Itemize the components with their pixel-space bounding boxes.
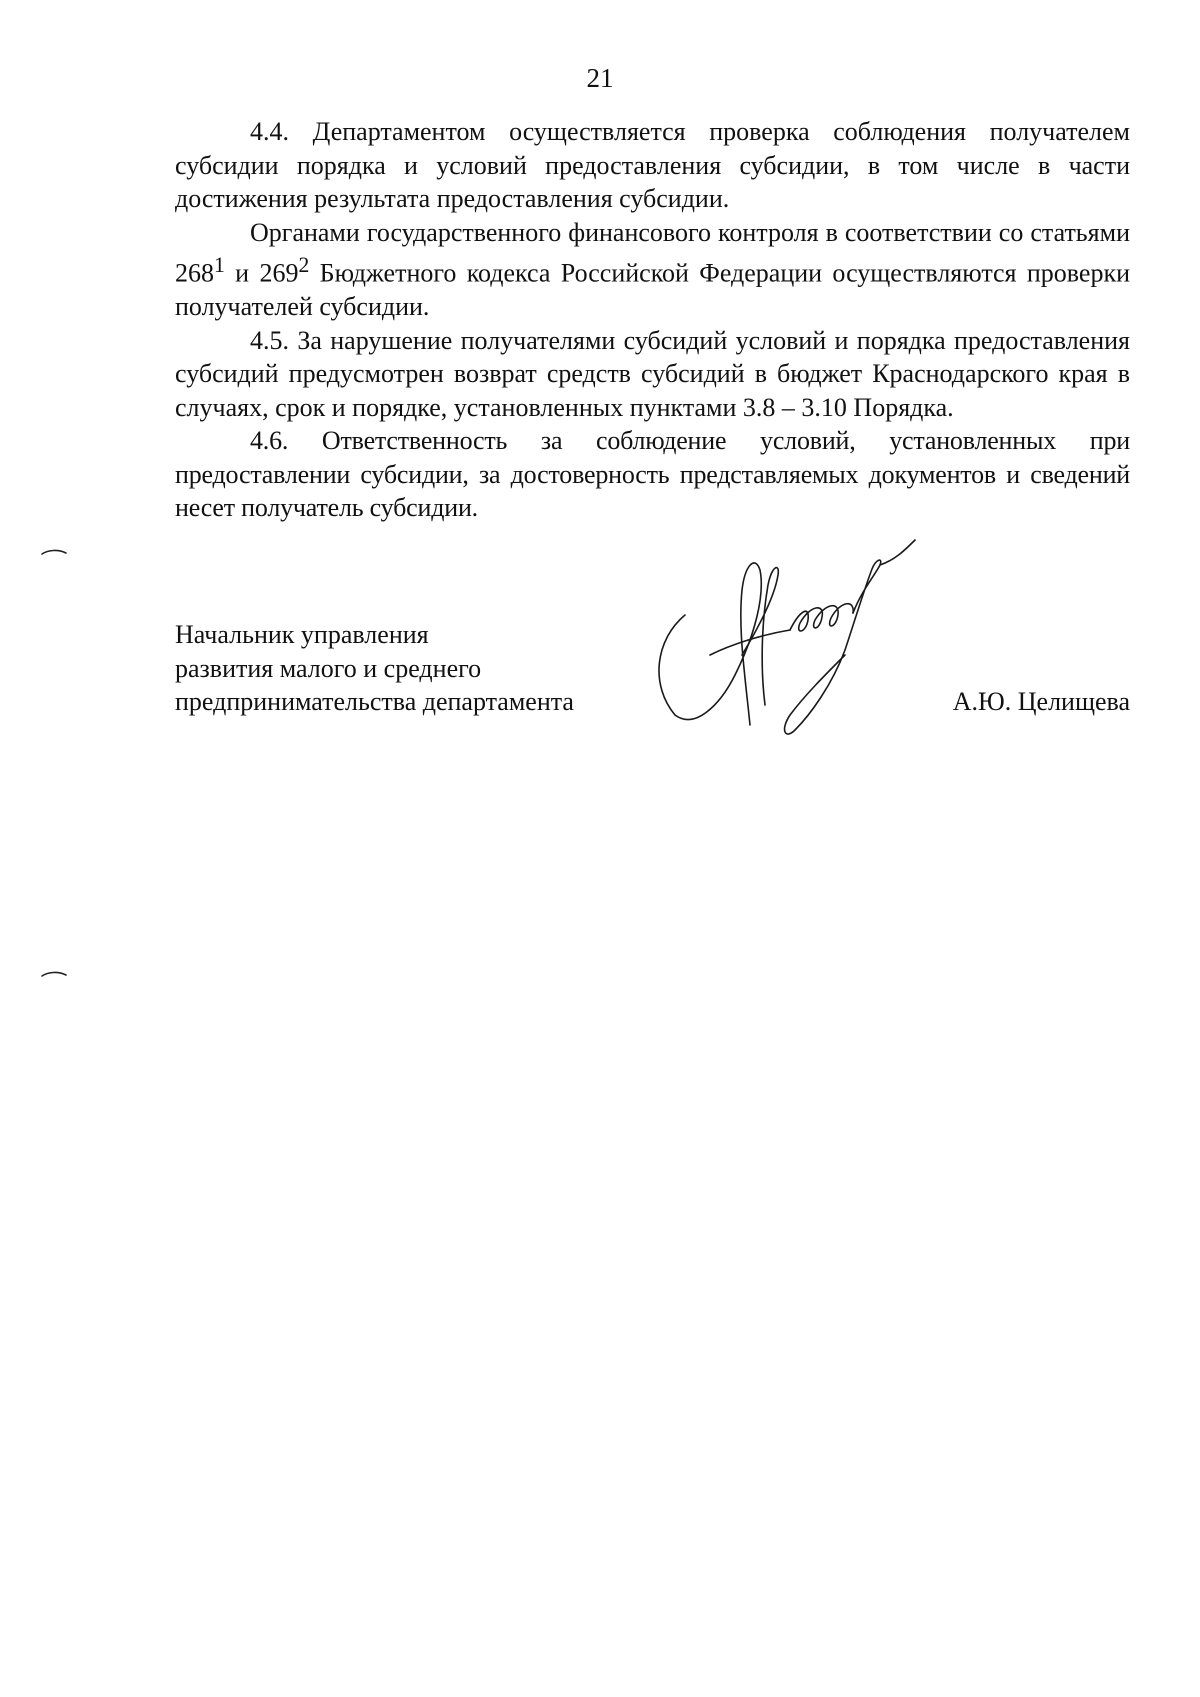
document-body xyxy=(175,115,1130,525)
superscript: 2 xyxy=(298,253,310,277)
paragraph-text: Органами государственного финансового контроля в соответствии со статьями 268 xyxy=(175,217,1130,288)
signatory-position-line: предпринимательства департамента xyxy=(175,687,574,716)
paragraph-number: 4.6. xyxy=(250,426,322,456)
paragraph-4-4 xyxy=(175,115,1130,216)
paragraph-text: Департаментом осуществляется проверка соблюдения получателем субсидии порядка и условий предоставления субсидии, в том числе в части достижения результата предоставления субсидии. xyxy=(175,117,1130,213)
margin-mark xyxy=(40,548,68,556)
superscript: 1 xyxy=(214,253,225,277)
margin-mark xyxy=(40,970,68,978)
handwritten-signature xyxy=(650,535,1020,755)
paragraph-4-6 xyxy=(175,424,1130,525)
paragraph-text: Ответственность за соблюдение условий, установленных при предоставлении субсидии, за достоверность представляемых документов и сведений несет получатель субсидии. xyxy=(175,426,1130,523)
page-number: 21 xyxy=(586,63,614,93)
paragraph-control-bodies xyxy=(175,216,1130,324)
paragraph-text: Бюджетного кодекса Российской Федерации осуществляются проверки получателей субсидии. xyxy=(175,258,1130,322)
paragraph-text: За нарушение получателями субсидий условий и порядка предоставления субсидий предусмотрен возврат средств субсидий в бюджет Краснодарского края в случаях, срок и порядке, установленных пунктами 3.8 – 3.10 Порядка. xyxy=(175,325,1130,422)
signatory-position-line: развития малого и среднего xyxy=(175,653,482,683)
paragraph-4-5 xyxy=(175,324,1130,425)
signatory-name: А.Ю. Целищева xyxy=(952,687,1130,716)
paragraph-text: и 269 xyxy=(224,258,299,288)
signatory-position xyxy=(175,618,645,719)
paragraph-number: 4.5. xyxy=(250,325,298,355)
paragraph-number: 4.4. xyxy=(250,117,313,146)
signatory-position-line: Начальник управления xyxy=(175,620,429,649)
